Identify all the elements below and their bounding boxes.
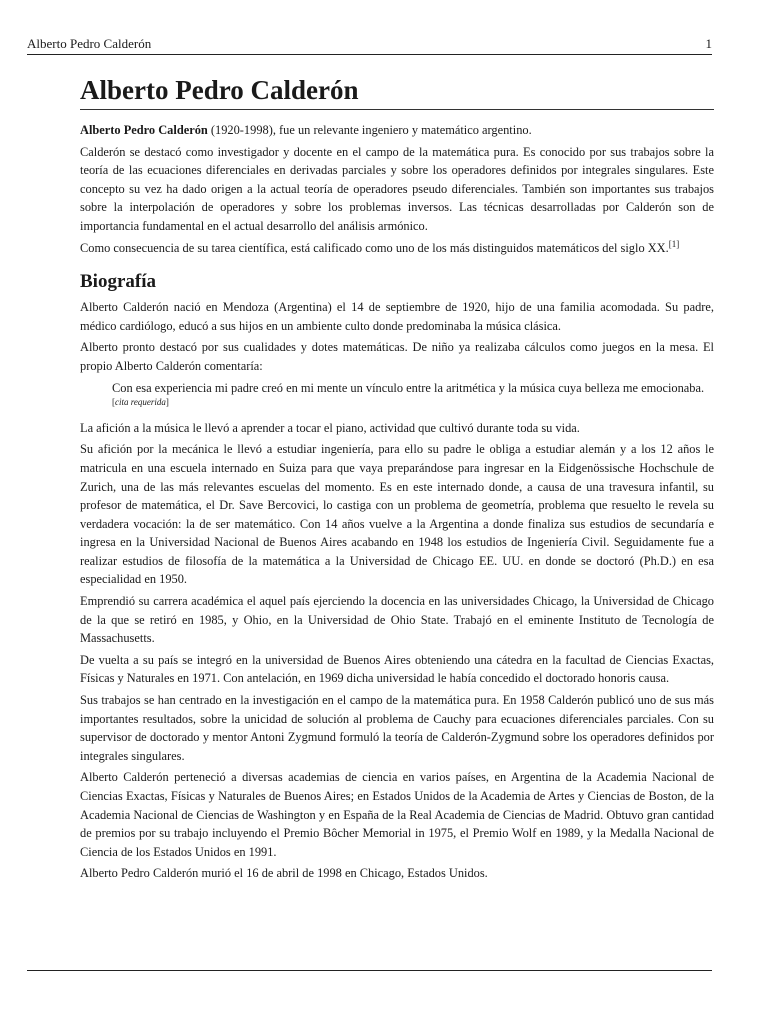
intro-paragraph-2: Calderón se destacó como investigador y docente en el campo de la matemática pura. Es conocido por sus trabajos sobre la teoría de las ecuaciones diferenciales en derivadas parciales y sobre los operadores definidos por integrales singulares. Este concepto su vez ha dado origen a la actual teoría de operadores pseudo diferenciales. También son importantes sus trabajos sobre la interpolación de operadores y sobre los problemas inversos. Las técnicas desarrolladas por Calderón son de importancia fundamental en el actual desarrollo del análisis armónico. bbox=[80, 144, 714, 233]
quote-text: Con esa experiencia mi padre creó en mi mente un vínculo entre la aritmética y la música cuya belleza me emocionaba. bbox=[112, 380, 705, 395]
page-number: 1 bbox=[705, 36, 712, 51]
reference-link-1[interactable]: [1] bbox=[668, 238, 680, 249]
citation-open-bracket: [ bbox=[112, 397, 115, 407]
article-body bbox=[80, 72, 714, 886]
quote-block bbox=[112, 379, 714, 416]
citation-needed[interactable] bbox=[112, 397, 169, 407]
intro-paragraph-3 bbox=[80, 239, 714, 258]
running-header bbox=[27, 36, 712, 55]
bio-paragraph-6: De vuelta a su país se integró en la universidad de Buenos Aires obteniendo una cátedra en la facultad de Ciencias Exactas, Físicas y Naturales en 1971. Con antelación, en 1969 dicha universidad le había concedido el doctorado honoris causa. bbox=[80, 652, 714, 686]
bio-paragraph-9: Alberto Pedro Calderón murió el 16 de abril de 1998 en Chicago, Estados Unidos. bbox=[80, 866, 488, 881]
lead-bold-name: Alberto Pedro Calderón bbox=[80, 123, 208, 137]
citation-needed-text: cita requerida bbox=[115, 397, 166, 407]
bio-paragraph-1: Alberto Calderón nació en Mendoza (Argentina) el 14 de septiembre de 1920, hijo de una familia acomodada. Su padre, médico cardiólogo, educó a sus hijos en un ambiente culto donde predominaba la música clásica. bbox=[80, 300, 714, 333]
footer-rule bbox=[27, 970, 712, 971]
bio-paragraph-8: Alberto Calderón perteneció a diversas academias de ciencia en varios países, en Argentina de la Academia Nacional de Ciencias Exactas, Físicas y Naturales de Buenos Aires; en Estados Unidos de la Academia de Artes y Ciencias de Boston, de la Academia Nacional de Ciencias de Washington y en España de la Real Academia de Ciencias de Madrid. Obtuvo gran cantidad de premios por su trabajo incluyendo el Premio Bôcher Memorial in 1975, el Premio Wolf en 1989, y la Medalla Nacional de Ciencia de los Estados Unidos en 1991. bbox=[80, 770, 714, 859]
bio-paragraph-5: Emprendió su carrera académica el aquel país ejerciendo la docencia en las universidades Chicago, la Universidad de Chicago de la que se retiró en 1985, y Ohio, en la Universidad de Ohio State. Trabajó en el eminente Instituto de Tecnología de Massachusetts. bbox=[80, 594, 714, 646]
bio-paragraph-3: La afición a la música le llevó a aprender a tocar el piano, actividad que cultivó durante toda su vida. bbox=[80, 420, 580, 435]
bio-paragraph-2: Alberto pronto destacó por sus cualidades y dotes matemáticas. De niño ya realizaba cálculos como juegos en la mesa. El propio Alberto Calderón comentaría: bbox=[80, 340, 714, 373]
intro-paragraph-3-text: Como consecuencia de su tarea científica, está calificado como uno de los más distinguidos matemáticos del siglo XX. bbox=[80, 240, 669, 255]
bio-paragraph-4: Su afición por la mecánica le llevó a estudiar ingeniería, para ello su padre le obliga a estudiar alemán y a los 12 años le matricula en una escuela internado en Suiza para que vaya preparándose para ingresar en la Eidgenössische Hochschule de Zurich, una de las más relevantes escuelas del momento. Es en este internado donde, a causa de una travesura infantil, su profesor de matemática, el Dr. Save Bercovici, lo castiga con un problema de geometría, problema que resuelto le revela su verdadera vocación: la de ser matemático. Con 14 años vuelve a la Argentina a donde finaliza sus estudios de secundaría e ingresa en la Universidad Nacional de Buenos Aires acabando en 1948 los estudios de Ingeniería Civil. Seguidamente fue a realizar estudios de filosofía de la matemática a la Universidad de Chicago EE. UU. en donde se doctoró (Ph.D.) en esa especialidad en 1950. bbox=[80, 442, 714, 587]
bio-paragraph-7: Sus trabajos se han centrado en la investigación en el campo de la matemática pura. En 1958 Calderón publicó uno de sus más importantes resultados, sobre la unicidad de solución al problema de Cauchy para ecuaciones diferenciales parciales. Con su supervisor de doctorado y mentor Antoni Zygmund formuló la teoría de Calderón-Zygmund sobre los operadores definidos por integrales singulares. bbox=[80, 693, 714, 763]
article-title: Alberto Pedro Calderón bbox=[80, 72, 714, 110]
lead-paragraph bbox=[80, 121, 714, 140]
section-heading-biografia: Biografía bbox=[80, 271, 156, 293]
lead-text: (1920-1998), fue un relevante ingeniero y matemático argentino. bbox=[207, 123, 532, 137]
running-title: Alberto Pedro Calderón bbox=[27, 36, 152, 51]
citation-close-bracket: ] bbox=[165, 397, 169, 407]
